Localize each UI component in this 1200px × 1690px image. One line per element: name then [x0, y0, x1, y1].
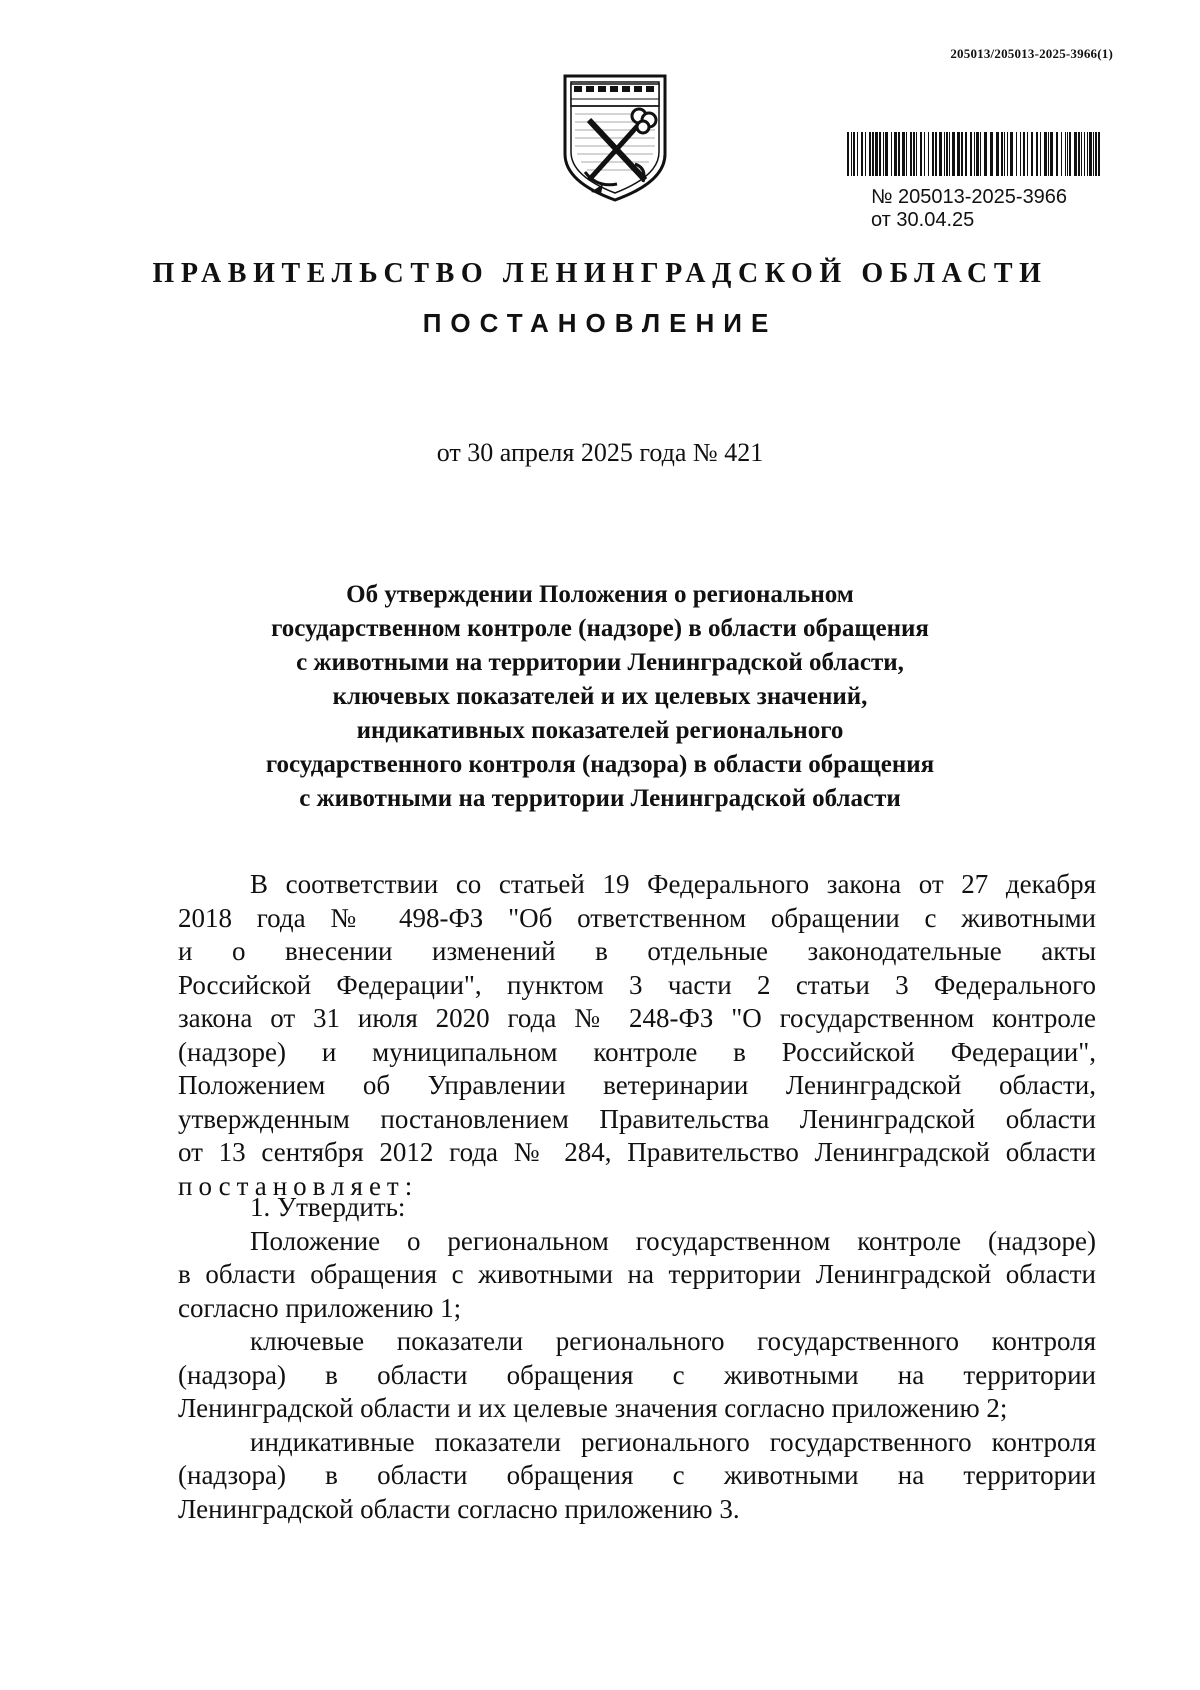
- government-title: ПРАВИТЕЛЬСТВО ЛЕНИНГРАДСКОЙ ОБЛАСТИ: [152, 258, 1048, 289]
- item-line: ключевые показатели регионального государственного контроля: [250, 1326, 1096, 1356]
- item-line: Ленинградской области и их целевые значения согласно приложению 2;: [178, 1393, 1008, 1423]
- item-line: Положение о региональном государственном контроле (надзоре): [250, 1225, 1096, 1256]
- document-type: ПОСТАНОВЛЕНИЕ: [422, 308, 778, 338]
- subject-line: государственного контроля (надзора) в области обращения: [265, 751, 935, 778]
- document-id: 205013/205013-2025-3966(1): [950, 46, 1113, 61]
- point-1-item: [178, 1426, 1096, 1527]
- preamble-line: Положением об Управлении ветеринарии Ленинградской области,: [178, 1070, 1096, 1100]
- preamble-line: (надзоре) и муниципальном контроле в Российской Федерации",: [178, 1036, 1096, 1067]
- barcode-icon: [847, 132, 1101, 176]
- subject-line: Об утверждении Положения о региональном: [346, 581, 854, 608]
- document-subject: [170, 578, 1030, 816]
- coat-of-arms-icon: [561, 72, 669, 204]
- subject-line: индикативных показателей регионального: [356, 717, 844, 744]
- registration-number: № 205013-2025-3966: [871, 186, 1068, 208]
- item-line: индикативные показатели регионального государственного контроля: [250, 1426, 1096, 1457]
- point-1-item: [178, 1325, 1096, 1426]
- preamble-paragraph: [178, 868, 1096, 1203]
- registration-stamp: [871, 186, 1067, 232]
- item-line: (надзора) в области обращения с животными на территории: [178, 1460, 1096, 1490]
- point-1-heading: 1. Утвердить:: [250, 1192, 406, 1222]
- preamble-line: В соответствии со статьей 19 Федерального закона от 27 декабря: [250, 869, 1096, 899]
- item-line: в области обращения с животными на территории Ленинградской области: [178, 1259, 1096, 1289]
- preamble-line: и о внесении изменений в отдельные законодательные акты: [178, 936, 1096, 966]
- item-line: согласно приложению 1;: [178, 1292, 462, 1323]
- subject-line: с животными на территории Ленинградской области,: [296, 649, 904, 676]
- document-date: от 30 апреля 2025 года № 421: [436, 438, 764, 467]
- item-line: Ленинградской области согласно приложению 3.: [178, 1493, 740, 1524]
- preamble-line: Российской Федерации", пунктом 3 части 2 статьи 3 Федерального: [178, 969, 1096, 1000]
- preamble-line: от 13 сентября 2012 года № 284, Правительство Ленинградской области: [178, 1137, 1096, 1167]
- subject-line: с животными на территории Ленинградской области: [299, 785, 901, 812]
- subject-line: государственном контроле (надзоре) в области обращения: [271, 615, 929, 642]
- point-1: [178, 1191, 1096, 1526]
- preamble-line: закона от 31 июля 2020 года № 248-ФЗ "О государственном контроле: [178, 1003, 1096, 1033]
- resolves-word: постановляет:: [178, 1170, 419, 1201]
- subject-line: ключевых показателей и их целевых значений,: [332, 683, 868, 710]
- registration-date: от 30.04.25: [871, 209, 975, 231]
- item-line: (надзора) в области обращения с животными на территории: [178, 1359, 1096, 1390]
- preamble-line: утвержденным постановлением Правительства Ленинградской области: [178, 1103, 1096, 1134]
- point-1-item: [178, 1225, 1096, 1326]
- preamble-line: 2018 года № 498-ФЗ "Об ответственном обращении с животными: [178, 902, 1096, 933]
